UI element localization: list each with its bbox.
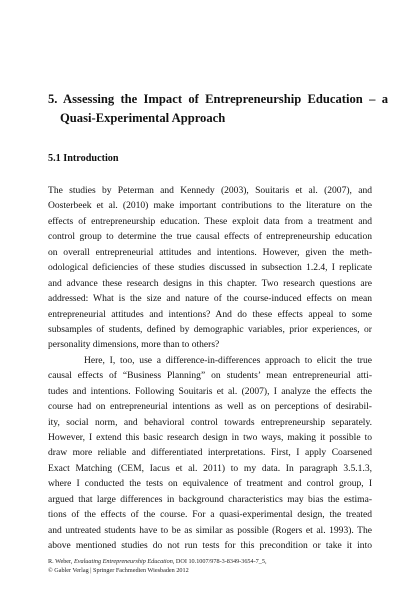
text-line: causal effects of “Business Planning” on students’ mean entrepreneurial atti- <box>48 370 372 382</box>
text-line: odological deficiencies of these studies discussed in subsection 1.2.4, I replicate <box>48 262 372 274</box>
footer-doi: , DOI 10.1007/978-3-8349-3654-7_5, <box>172 558 267 565</box>
text-line: subsamples of students, defined by demographic variables, prior experiences, or <box>48 323 372 335</box>
text-line: Exact Matching (CEM, Iacus et al. 2011) to my data. In paragraph 3.5.1.3, <box>48 462 372 474</box>
body-text <box>48 183 372 554</box>
footer-author: R. Weber, <box>48 558 74 565</box>
footer-copyright: © Gabler Verlag | Springer Fachmedien Wiesbaden 2012 <box>48 567 189 574</box>
chapter-heading-line-1: 5. Assessing the Impact of Entrepreneurship Education – a <box>48 92 388 106</box>
text-line: addressed: What is the size and nature of the course-induced effects on mean <box>48 293 372 305</box>
text-line: argued that large differences in background characteristics may bias the estima- <box>48 493 372 505</box>
text-line: control group to determine the true causal effects of entrepreneurship education <box>48 231 372 243</box>
text-line: However, I extend this basic research design in two ways, making it possible to <box>48 432 372 443</box>
text-line: on overall entrepreneurial attitudes and intentions. However, given the meth- <box>48 246 372 258</box>
text-line: personality dimensions, more than to others? <box>48 339 220 351</box>
section-heading: 5.1 Introduction <box>48 153 119 164</box>
text-line: effects of entrepreneurship education. These exploit data from a treatment and <box>48 215 372 227</box>
chapter-heading <box>48 90 388 128</box>
chapter-heading-line-2: Quasi-Experimental Approach <box>60 111 226 125</box>
text-line: tudes and intentions. Following Souitaris et al. (2007), I analyze the effects the <box>48 385 372 397</box>
footer-line-1 <box>48 557 267 566</box>
text-line: and untreated students have to be as similar as possible (Rogers et al. 1993). The <box>48 524 372 536</box>
text-line: and advance these research designs in this chapter. Two research questions are <box>48 277 372 289</box>
text-line: ity, social norm, and behavioral control towards entrepreneurship separately. <box>48 416 372 428</box>
text-line: draw more reliable and differentiated interpretations. First, I apply Coarsened <box>48 447 372 459</box>
text-line: The studies by Peterman and Kennedy (2003), Souitaris et al. (2007), and <box>48 185 372 196</box>
text-line: above mentioned studies do not run tests for this precondition or take it into <box>48 540 372 552</box>
text-line: course had on entrepreneurial intentions as well as on perceptions of desirabil- <box>48 401 372 413</box>
text-line: tions of the effects of the course. For a quasi-experimental design, the treated <box>48 509 372 521</box>
text-line: Oosterbeek et al. (2010) make important contributions to the literature on the <box>48 200 372 212</box>
text-line: Here, I, too, use a difference-in-differences approach to elicit the true <box>84 354 372 366</box>
footer-citation <box>48 557 267 575</box>
footer-book-title: Evaluating Entrepreneurship Education <box>73 558 173 565</box>
text-line: entrepreneurial attitudes and intentions? And do these effects appeal to some <box>48 308 372 320</box>
text-line: where I conducted the tests on equivalence of treatment and control group, I <box>48 478 372 490</box>
